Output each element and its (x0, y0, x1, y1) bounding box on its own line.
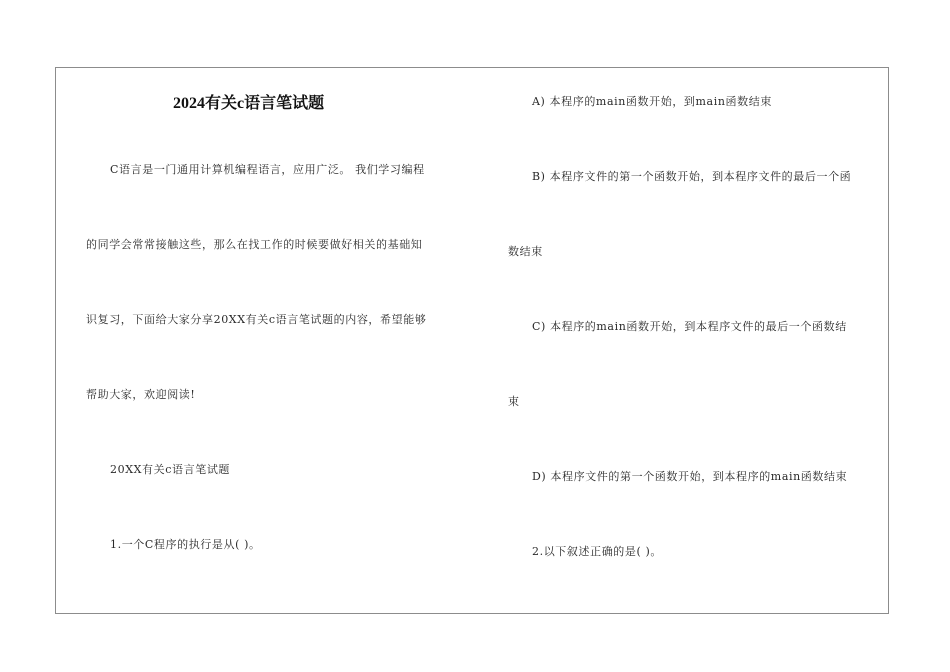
paragraph-line: C语言是一门通用计算机编程语言，应用广泛。 我们学习编程 (110, 163, 425, 176)
section-heading: 20XX有关c语言笔试题 (110, 463, 231, 476)
option-a: A) 本程序的main函数开始，到main函数结束 (532, 95, 772, 108)
paragraph-line: 识复习，下面给大家分享20XX有关c语言笔试题的内容，希望能够 (86, 313, 427, 326)
question-1: 1.一个C程序的执行是从( )。 (110, 538, 261, 551)
option-c: C) 本程序的main函数开始，到本程序文件的最后一个函数结 (532, 320, 847, 333)
option-c-continued: 束 (508, 395, 520, 408)
option-b-continued: 数结束 (508, 245, 543, 258)
paragraph-line: 的同学会常常接触这些，那么在找工作的时候要做好相关的基础知 (86, 238, 423, 251)
document-title: 2024有关c语言笔试题 (173, 95, 325, 112)
page-border (55, 67, 889, 614)
paragraph-line: 帮助大家，欢迎阅读! (86, 388, 196, 401)
option-d: D) 本程序文件的第一个函数开始，到本程序的main函数结束 (532, 470, 848, 483)
question-2: 2.以下叙述正确的是( )。 (532, 545, 662, 558)
option-b: B) 本程序文件的第一个函数开始，到本程序文件的最后一个函 (532, 170, 852, 183)
